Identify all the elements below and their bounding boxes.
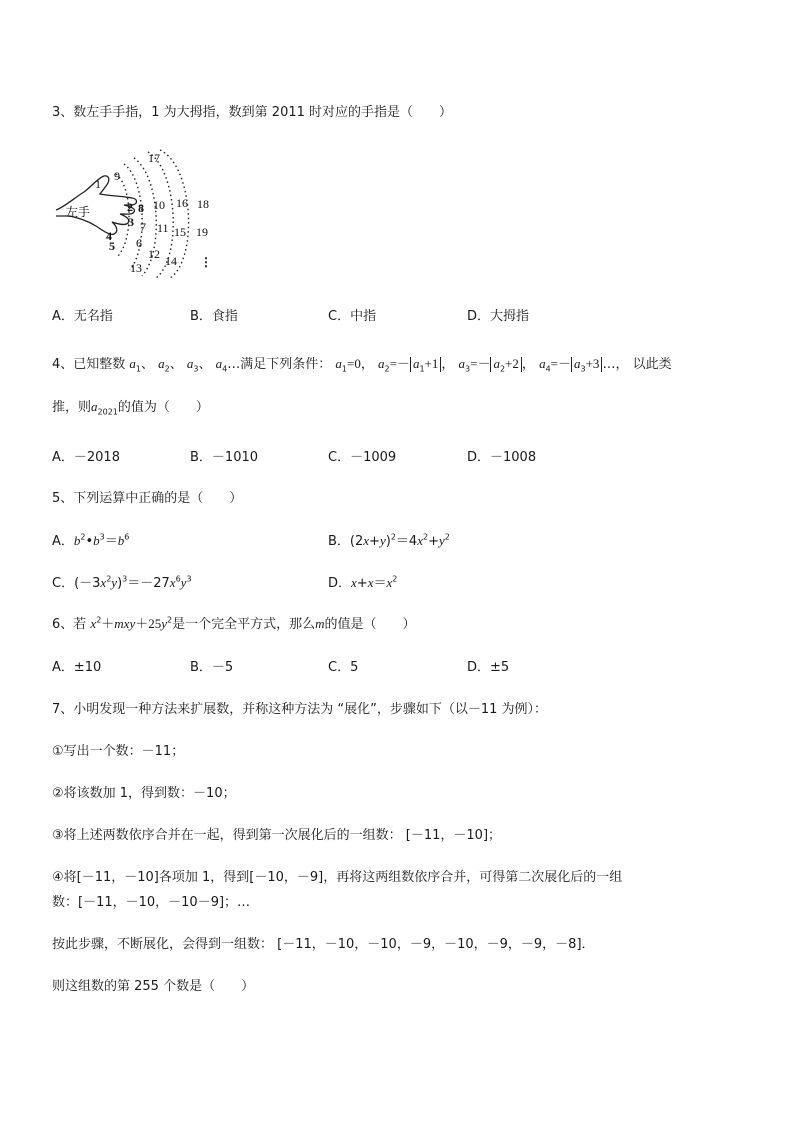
num-19: 19 — [196, 225, 208, 239]
q6-option-c: C．5 — [328, 660, 359, 675]
q4-option-d: D．－1008 — [467, 450, 537, 465]
num-12: 12 — [148, 247, 160, 261]
num-3: 3 — [128, 215, 134, 229]
num-2: 2 — [127, 200, 133, 214]
num-13: 13 — [130, 261, 142, 275]
abs-a2-plus-2: $a_2+2$ — [490, 357, 521, 372]
num-1: 1 — [95, 177, 101, 191]
hand-counting-figure — [52, 148, 222, 278]
abs-a3-plus-3: $a_3+3$ — [571, 357, 602, 372]
q6-option-b: B．－5 — [190, 660, 234, 675]
num-15: 15 — [174, 225, 186, 239]
q5-option-b: B．$(2x+y)^2=4x^2+y^2$ — [328, 532, 450, 549]
q7-question: 则这组数的第 255 个数是（ ） — [52, 979, 255, 994]
q7-step-5: 按此步骤，不断展化，会得到一组数： [－11，－10，－10，－9，－10，－9，－9，－8]． — [52, 937, 595, 952]
num-16: 16 — [176, 196, 188, 210]
q3-option-d: D．大拇指 — [467, 309, 530, 324]
num-14: 14 — [165, 254, 177, 268]
num-9: 9 — [114, 169, 120, 183]
abs-a1-plus-1: $a_1+1$ — [410, 357, 441, 372]
num-8: 8 — [138, 201, 144, 215]
q7-step-4-line1: ④将[－11，－10]各项加 1，得到[－10，－9]，再将这两组数依序合并，可得第二次展化后的一组 — [52, 870, 623, 885]
q5-option-c: C．$(-3x^2y)^3=-27x^6y^3$ — [52, 574, 192, 591]
q4-stem-line2: 推，则$a_{2021}$的值为（ ） — [52, 399, 209, 417]
q6-stem: 6、若 $x^2+mxy+25y^2$是一个完全平方式，那么m的值是（ ） — [52, 615, 416, 632]
q5-option-a: A．$b^2•b^3=b^6$ — [52, 532, 130, 549]
q5-option-d: D．$x+x=x^2$ — [328, 574, 398, 591]
q7-step-2: ②将该数加 1，得到数：－10； — [52, 786, 236, 801]
ellipsis-dots: ⋮ — [200, 255, 212, 269]
q3-option-c: C．中指 — [328, 309, 377, 324]
q4-option-b: B．－1010 — [190, 450, 259, 465]
q7-stem: 7、小明发现一种方法来扩展数，并称这种方法为 “展化”，步骤如下（以－11 为例）： — [52, 702, 548, 717]
num-11: 11 — [157, 221, 169, 235]
num-17: 17 — [148, 151, 160, 165]
q6-option-a: A．±10 — [52, 660, 102, 675]
q3-option-a: A．无名指 — [52, 309, 113, 324]
q3-stem: 3、数左手手指，1 为大拇指，数到第 2011 时对应的手指是（ ） — [52, 105, 453, 120]
num-6: 6 — [136, 236, 142, 250]
q4-stem-line1: 4、已知整数 $a_1$、 $a_2$、 $a_3$、 $a_4\dots$满足下列条件： $a_1=0$， $a_2=- a_1+1$ ， $a_3=- a_2+2$ ， $a_4=- a_3+3$ …， 以此类 — [52, 356, 672, 374]
q3-option-b: B．食指 — [190, 309, 238, 324]
num-10: 10 — [153, 198, 165, 212]
q5-stem: 5、下列运算中正确的是（ ） — [52, 491, 243, 506]
num-7: 7 — [140, 220, 146, 234]
hand-label: 左手 — [66, 205, 91, 219]
q4-option-c: C．－1009 — [328, 450, 397, 465]
num-4: 4 — [106, 229, 112, 243]
q7-step-4-line2: 数：[－11，－10，－10－9]；… — [52, 895, 251, 910]
q4-option-a: A．－2018 — [52, 450, 120, 465]
q6-option-d: D．±5 — [467, 660, 510, 675]
q7-step-3: ③将上述两数依序合并在一起，得到第一次展化后的一组数： [－11，－10]； — [52, 828, 502, 843]
q7-step-1: ①写出一个数：－11； — [52, 744, 185, 759]
q4-prefix: 4、已知整数 — [52, 357, 126, 372]
num-18: 18 — [197, 197, 209, 211]
num-5: 5 — [109, 239, 115, 253]
